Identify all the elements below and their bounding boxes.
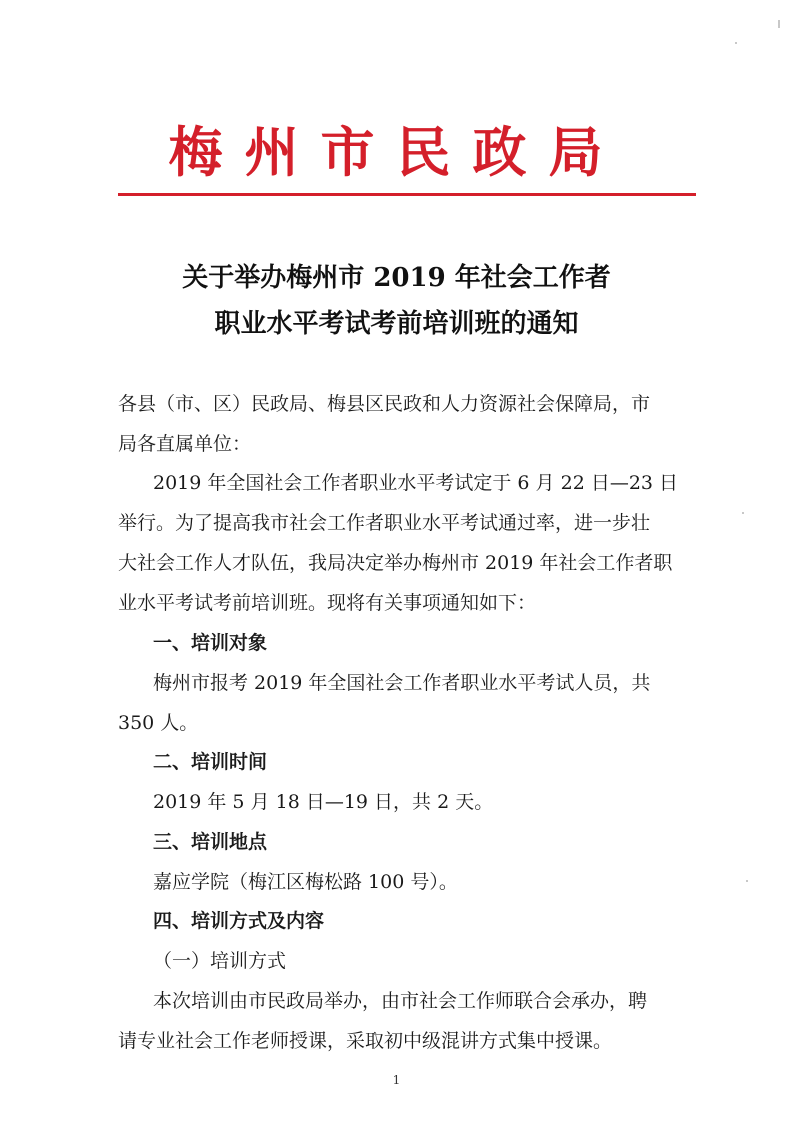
intro-line-2: 举行。为了提高我市社会工作者职业水平考试通过率，进一步壮 [118, 512, 651, 534]
section-2-heading: 二、培训时间 [153, 751, 268, 773]
scan-speck [746, 880, 748, 882]
red-header-rule [118, 193, 696, 196]
section-4-line-1: 本次培训由市民政局举办，由市社会工作师联合会承办，聘 [153, 990, 648, 1012]
section-1-line-1: 梅州市报考 2019 年全国社会工作者职业水平考试人员，共 [153, 672, 651, 694]
section-2-line-1: 2019 年 5 月 18 日—19 日，共 2 天。 [153, 791, 494, 813]
section-4-line-2: 请专业社会工作老师授课，采取初中级混讲方式集中授课。 [118, 1030, 613, 1052]
intro-line-4: 业水平考试考前培训班。现将有关事项通知如下： [118, 592, 537, 614]
salutation-line-1: 各县（市、区）民政局、梅县区民政和人力资源社会保障局，市 [118, 393, 651, 415]
document-title-line-2: 职业水平考试考前培训班的通知 [214, 309, 579, 339]
scan-speck [742, 512, 744, 514]
agency-header: 梅州市民政局 [168, 121, 625, 184]
section-3-heading: 三、培训地点 [153, 831, 268, 853]
intro-line-3: 大社会工作人才队伍，我局决定举办梅州市 2019 年社会工作者职 [118, 552, 673, 574]
section-4-heading: 四、培训方式及内容 [153, 910, 325, 932]
salutation-line-2: 局各直属单位： [118, 433, 252, 455]
scan-speck [778, 20, 780, 28]
scan-speck [735, 42, 737, 44]
section-3-line-1: 嘉应学院（梅江区梅松路 100 号）。 [153, 871, 458, 893]
section-1-heading: 一、培训对象 [153, 632, 268, 654]
section-4-subheading-1: （一）培训方式 [153, 950, 287, 972]
intro-line-1: 2019 年全国社会工作者职业水平考试定于 6 月 22 日—23 日 [153, 472, 679, 494]
section-1-line-2: 350 人。 [118, 712, 199, 734]
document-title-line-1: 关于举办梅州市 2019 年社会工作者 [182, 263, 611, 293]
page-number: 1 [392, 1073, 401, 1087]
